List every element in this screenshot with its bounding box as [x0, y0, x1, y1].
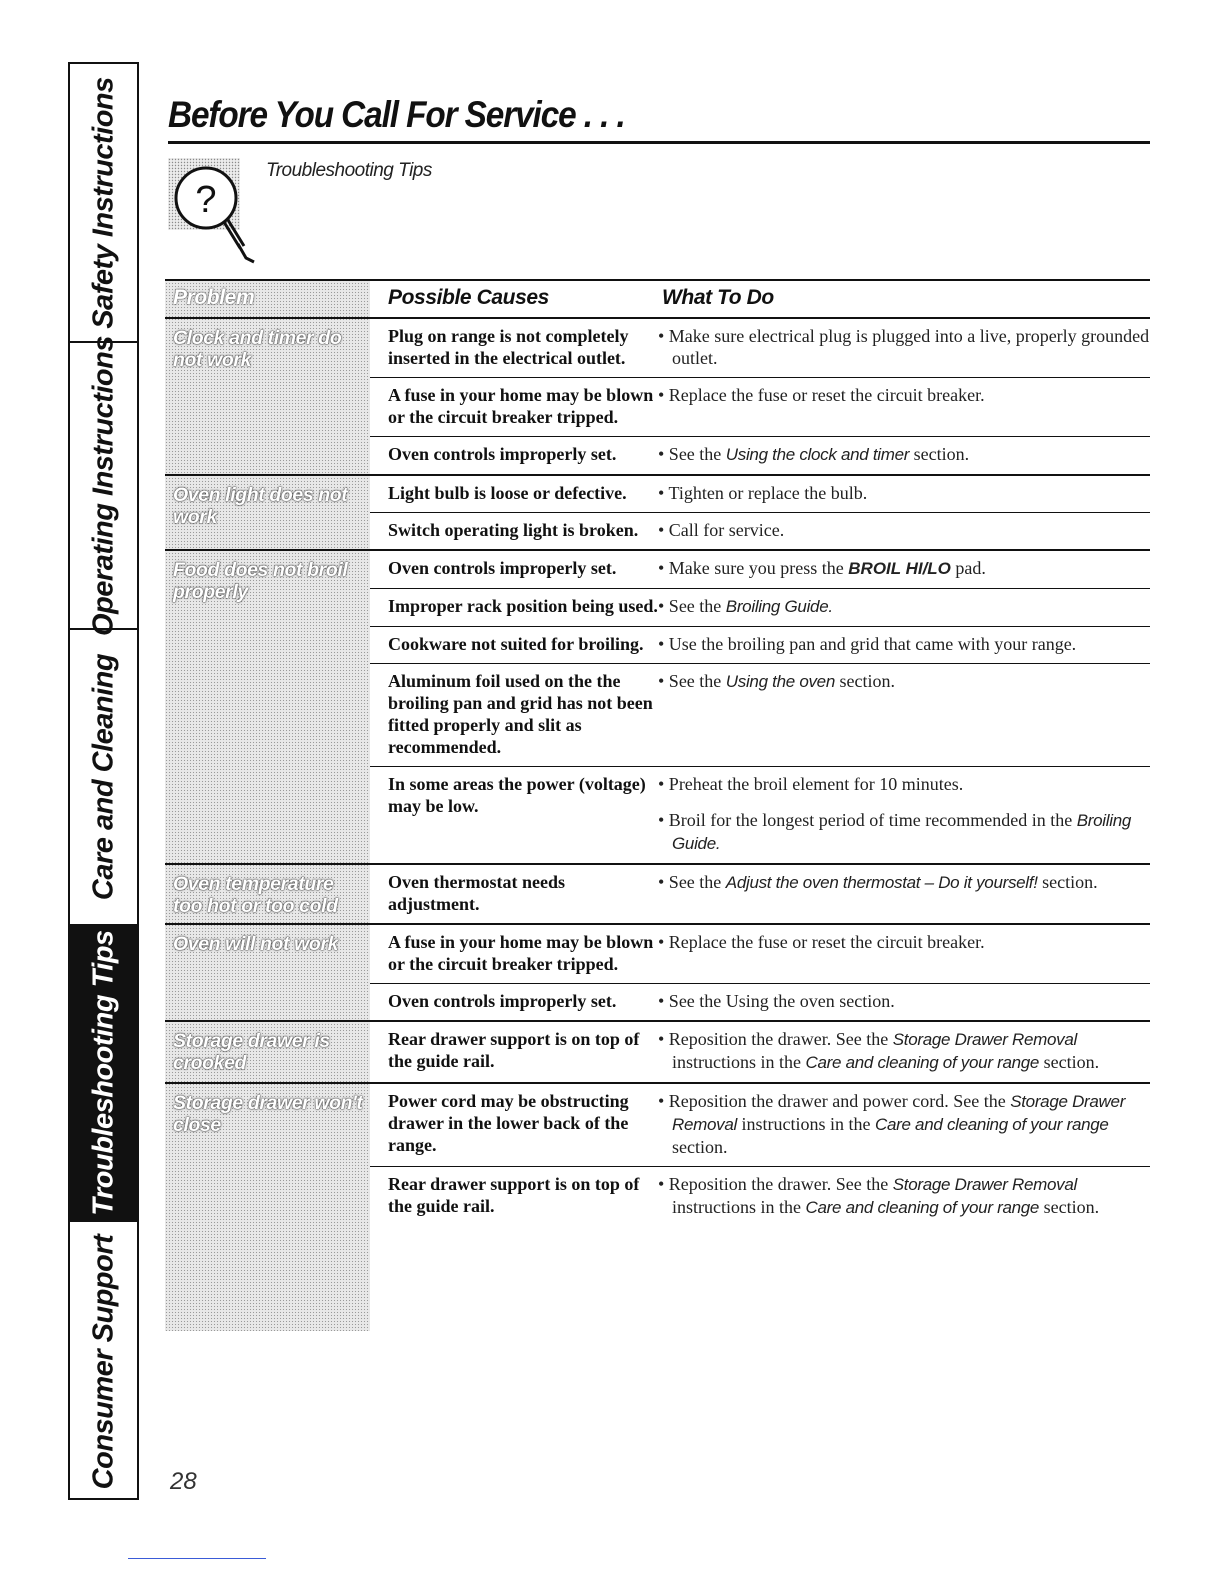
section-tabs: [68, 62, 139, 1500]
problem-label: Clock and timer do not work: [173, 327, 342, 371]
what-to-do: [658, 595, 1150, 618]
what-to-do: [658, 482, 1150, 504]
what-to-do: [658, 1173, 1150, 1219]
possible-cause: In some areas the power (voltage) may be low.: [388, 774, 646, 816]
remedy-item: • See the Using the oven section.: [658, 671, 895, 691]
what-to-do: [658, 325, 1150, 369]
header-possible-causes: Possible Causes: [388, 286, 549, 309]
table-row: [370, 1022, 1150, 1082]
header-problem: Problem: [173, 286, 255, 309]
tab-safety-instructions[interactable]: [70, 64, 137, 343]
possible-cause: Light bulb is loose or defective.: [388, 483, 627, 503]
remedy-item: • Make sure you press the BROIL HI/LO pad.: [658, 558, 986, 578]
what-to-do: [658, 1028, 1150, 1074]
possible-cause: Oven controls improperly set.: [388, 444, 617, 464]
table-row: [370, 865, 1150, 923]
what-to-do: [658, 384, 1150, 428]
remedy-item: • Broil for the longest period of time recommended in the Broiling Guide.: [658, 810, 1131, 853]
remedy-item: • Reposition the drawer. See the Storage Drawer Removal instructions in the Care and cleaning of your range section.: [658, 1029, 1100, 1072]
table-row: [370, 925, 1150, 983]
what-to-do: [658, 871, 1150, 915]
remedy-item: • Call for service.: [658, 520, 785, 540]
problem-label: Food does not broil properly: [173, 559, 348, 603]
problem-group: [165, 1084, 1150, 1227]
tab-consumer-support[interactable]: [70, 1222, 137, 1502]
tab-label: Operating Instructions: [87, 335, 119, 636]
page-number: 28: [170, 1468, 197, 1495]
table-row: [370, 983, 1150, 1020]
what-to-do: [658, 633, 1150, 655]
troubleshooting-table: [165, 279, 1150, 1227]
what-to-do: [658, 443, 1150, 466]
what-to-do: [658, 773, 1150, 855]
table-row: [370, 476, 1150, 512]
tab-troubleshooting-tips[interactable]: [70, 926, 137, 1222]
tab-label: Consumer Support: [87, 1234, 119, 1490]
tab-label: Care and Cleaning: [87, 653, 119, 901]
remedy-item: • Reposition the drawer. See the Storage Drawer Removal instructions in the Care and cleaning of your range section.: [658, 1174, 1100, 1217]
problem-label: Oven temperature too hot or too cold: [173, 873, 338, 917]
table-header: [165, 279, 1150, 319]
possible-cause: A fuse in your home may be blown or the circuit breaker tripped.: [388, 385, 654, 427]
problem-label: Oven light does not work: [173, 484, 348, 528]
possible-cause: Oven thermostat needs adjustment.: [388, 872, 565, 914]
possible-cause: Oven controls improperly set.: [388, 991, 617, 1011]
table-row: [370, 766, 1150, 863]
remedy-item: • See the Adjust the oven thermostat – Do it yourself! section.: [658, 872, 1098, 892]
table-row: [370, 319, 1150, 377]
remedy-item: • Reposition the drawer and power cord. See the Storage Drawer Removal instructions in the Care and cleaning of your range section.: [658, 1091, 1126, 1157]
what-to-do: [658, 670, 1150, 758]
remedy-item: • See the Using the oven section.: [658, 991, 895, 1011]
possible-cause: Plug on range is not completely inserted in the electrical outlet.: [388, 326, 629, 368]
possible-cause: Power cord may be obstructing drawer in the lower back of the range.: [388, 1091, 629, 1155]
table-row: [370, 436, 1150, 474]
tab-care-and-cleaning[interactable]: [70, 630, 137, 926]
remedy-item: • Replace the fuse or reset the circuit breaker.: [658, 932, 985, 952]
remedy-item: • Preheat the broil element for 10 minutes.: [658, 774, 964, 794]
table-row: [370, 1166, 1150, 1227]
problem-group: [165, 925, 1150, 1022]
possible-cause: Improper rack position being used.: [388, 596, 658, 616]
remedy-item: • Replace the fuse or reset the circuit breaker.: [658, 385, 985, 405]
problem-group: [165, 1022, 1150, 1084]
problem-label: Oven will not work: [173, 933, 339, 955]
possible-cause: Rear drawer support is on top of the guide rail.: [388, 1174, 640, 1216]
bottom-rule: [128, 1558, 266, 1559]
problem-label: Storage drawer won't close: [173, 1092, 363, 1136]
what-to-do: [658, 1090, 1150, 1158]
title-rule: [168, 141, 1150, 144]
remedy-item: • See the Using the clock and timer section.: [658, 444, 970, 464]
page-title: Before You Call For Service . . .: [168, 94, 625, 135]
problem-label: Storage drawer is crooked: [173, 1030, 330, 1074]
question-magnifier-icon: [168, 158, 268, 268]
table-row: [370, 551, 1150, 588]
table-row: [370, 626, 1150, 663]
tab-label: Safety Instructions: [87, 76, 119, 329]
possible-cause: Switch operating light is broken.: [388, 520, 639, 540]
what-to-do: [658, 557, 1150, 580]
problem-group: [165, 865, 1150, 925]
tab-label: Troubleshooting Tips: [87, 930, 119, 1216]
problem-group: [165, 319, 1150, 476]
possible-cause: Oven controls improperly set.: [388, 558, 617, 578]
remedy-item: • Make sure electrical plug is plugged into a live, properly grounded outlet.: [658, 326, 1150, 368]
what-to-do: [658, 990, 1150, 1012]
svg-text:?: ?: [195, 179, 217, 221]
what-to-do: [658, 519, 1150, 541]
possible-cause: Rear drawer support is on top of the guide rail.: [388, 1029, 640, 1071]
table-row: [370, 512, 1150, 549]
table-row: [370, 1084, 1150, 1166]
possible-cause: Aluminum foil used on the the broiling pan and grid has not been fitted properly and slit as recommended.: [388, 671, 653, 757]
remedy-item: • Tighten or replace the bulb.: [658, 483, 868, 503]
table-row: [370, 377, 1150, 436]
section-subtitle: Troubleshooting Tips: [266, 160, 432, 181]
problem-group: [165, 476, 1150, 551]
possible-cause: A fuse in your home may be blown or the circuit breaker tripped.: [388, 932, 654, 974]
tab-operating-instructions[interactable]: [70, 335, 137, 636]
problem-groups: [165, 319, 1150, 1227]
remedy-item: • Use the broiling pan and grid that came with your range.: [658, 634, 1077, 654]
what-to-do: [658, 931, 1150, 975]
problem-group: [165, 551, 1150, 865]
table-row: [370, 663, 1150, 766]
header-what-to-do: What To Do: [662, 286, 774, 309]
remedy-item: • See the Broiling Guide.: [658, 596, 833, 616]
table-row: [370, 588, 1150, 626]
possible-cause: Cookware not suited for broiling.: [388, 634, 644, 654]
